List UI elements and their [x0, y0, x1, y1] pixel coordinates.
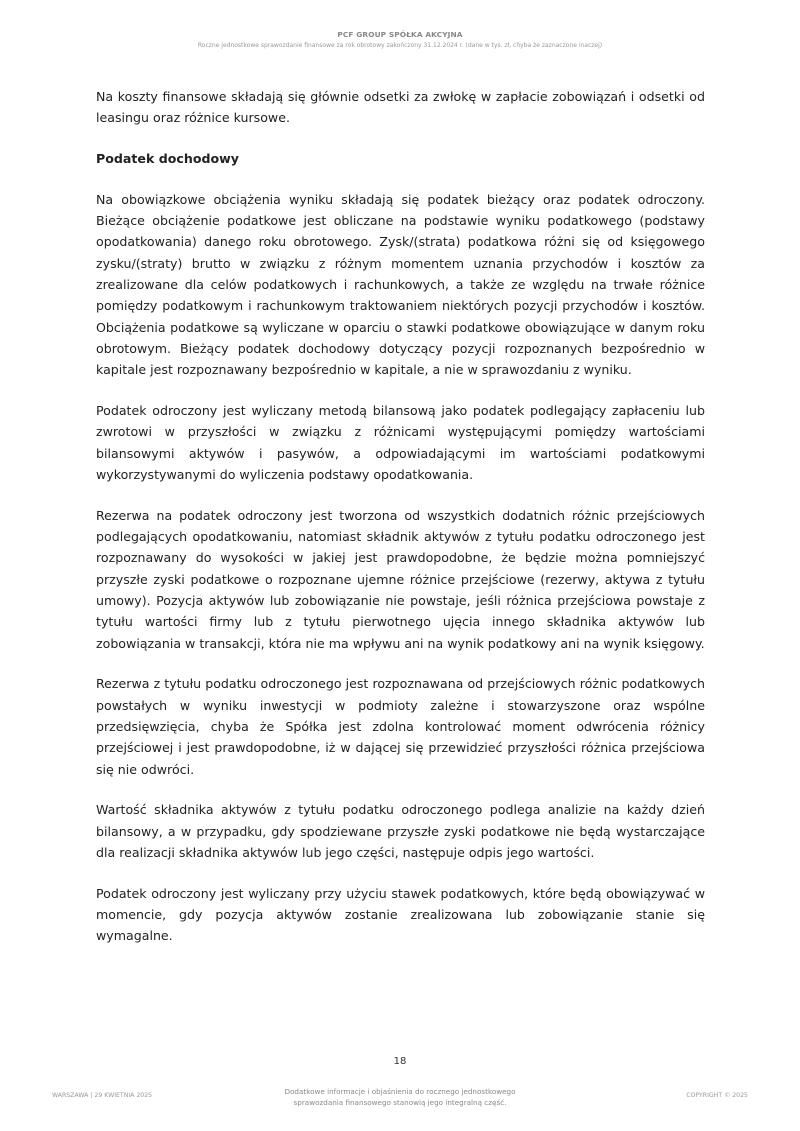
document-body [96, 86, 705, 966]
footer-note [250, 1087, 550, 1108]
footer-note-line-1: Dodatkowe informacje i objaśnienia do rocznego jednostkowego [284, 1087, 516, 1096]
body-paragraph: Podatek odroczony jest wyliczany przy użyciu stawek podatkowych, które będą obowiązywać w momencie, gdy pozycja aktywów zostanie zrealizowana lub zobowiązanie stanie się wymagalne. [96, 885, 705, 944]
body-paragraph: Podatek odroczony jest wyliczany metodą bilansową jako podatek podlegający zapłaceniu lub zwrotowi w przyszłości w związku z różnicami występującymi pomiędzy wartościami bilansowymi aktywów i pasywów, a odpowiadającymi im wartościami podatkowymi wykorzystywanymi do wyliczenia podstawy opodatkowania. [96, 403, 705, 482]
page-header [0, 30, 800, 49]
body-paragraph: Rezerwa na podatek odroczony jest tworzona od wszystkich dodatnich różnic przejściowych podlegających opodatkowaniu, natomiast składnik aktywów z tytułu podatku odroczonego jest rozpoznawany do wysokości w jakiej jest prawdopodobne, że będzie można pomniejszyć przyszłe zyski podatkowe o rozpoznane ujemne różnice przejściowe (rezerwy, aktywa z tytułu umowy). Pozycja aktywów lub zobowiązanie nie powstaje, jeśli różnica przejściowa powstaje z tytułu wartości firmy lub z tytułu pierwotnego ujęcia innego składnika aktywów lub zobowiązania w transakcji, która nie ma wpływu ani na wynik podatkowy ani na wynik księgowy. [96, 507, 705, 651]
page-number: 18 [393, 1056, 407, 1067]
footer-note-line-2: sprawozdania finansowego stanowią jego integralną część. [293, 1097, 507, 1107]
body-paragraph: Rezerwa z tytułu podatku odroczonego jest rozpoznawana od przejściowych różnic podatkowych powstałych w wyniku inwestycji w podmioty zależne i stowarzyszone oraz wspólne przedsięwzięcia, chyba że Spółka jest zdolna kontrolować moment odwrócenia różnicy przejściowej i jest prawdopodobne, iż w dającej się przewidzieć przyszłości różnica przejściowa się nie odwróci. [96, 676, 705, 777]
report-subtitle: Roczne jednostkowe sprawozdanie finansowe za rok obrotowy zakończony 31.12.2024 r. (dane w tys. zł, chyba że zaznaczone inaczej) [197, 42, 603, 49]
body-paragraph: Wartość składnika aktywów z tytułu podatku odroczonego podlega analizie na każdy dzień bilansowy, a w przypadku, gdy spodziewane przyszłe zyski podatkowe nie będą wystarczające dla realizacji składnika aktywów lub jego części, następuje odpis jego wartości. [96, 802, 705, 860]
body-paragraph: Na obowiązkowe obciążenia wyniku składają się podatek bieżący oraz podatek odroczony. Bieżące obciążenie podatkowe jest obliczane na podstawie wyniku podatkowego (podstawy opodatkowania) danego roku obrotowego. Zysk/(strata) podatkowa różni się od księgowego zysku/(straty) brutto w związku z różnym momentem uznania przychodów i kosztów za zrealizowane dla celów podatkowych i rachunkowych, a także ze względu na trwałe różnice pomiędzy podatkowym i rachunkowym traktowaniem niektórych pozycji przychodów i kosztów. Obciążenia podatkowe są wyliczane w oparciu o stawki podatkowe obowiązujące w danym roku obrotowym. Bieżący podatek dochodowy dotyczący pozycji rozpoznanych bezpośrednio w kapitale jest rozpoznawany bezpośrednio w kapitale, a nie w sprawozdaniu z wyniku. [96, 191, 705, 378]
footer-copyright: COPYRIGHT © 2025 [686, 1092, 748, 1099]
section-heading: Podatek dochodowy [96, 151, 239, 167]
company-name: PCF GROUP SPÓŁKA AKCYJNA [337, 30, 463, 39]
footer-location-date: WARSZAWA | 29 KWIETNIA 2025 [52, 1092, 153, 1099]
intro-paragraph: Na koszty finansowe składają się głównie odsetki za zwłokę w zapłacie zobowiązań i odsetki od leasingu oraz różnice kursowe. [96, 89, 705, 126]
